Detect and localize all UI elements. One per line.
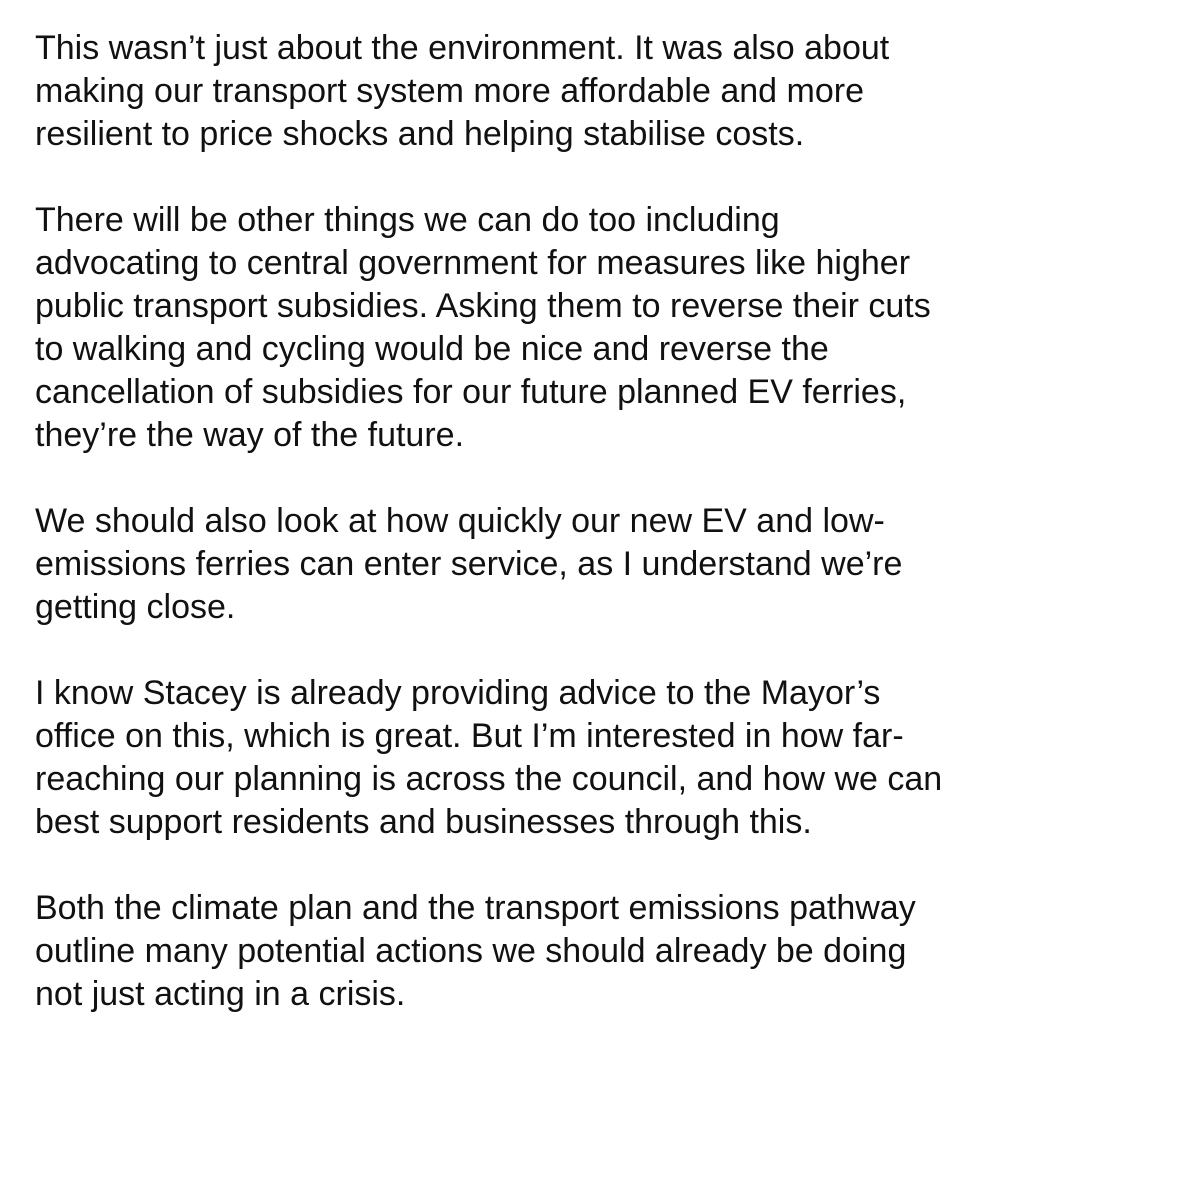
text-line: cancellation of subsidies for our future planned EV ferries, bbox=[35, 373, 907, 411]
text-line: not just acting in a crisis. bbox=[35, 975, 406, 1013]
text-line: We should also look at how quickly our new EV and low- bbox=[35, 502, 885, 540]
text-line: they’re the way of the future. bbox=[35, 416, 465, 454]
text-line: reaching our planning is across the council, and how we can bbox=[35, 760, 943, 798]
text-line: to walking and cycling would be nice and reverse the bbox=[35, 330, 829, 368]
text-line: outline many potential actions we should already be doing bbox=[35, 932, 907, 970]
paragraph bbox=[35, 199, 1176, 457]
text-line: public transport subsidies. Asking them to reverse their cuts bbox=[35, 287, 931, 325]
paragraph bbox=[35, 27, 1176, 156]
text-line: emissions ferries can enter service, as I understand we’re bbox=[35, 545, 903, 583]
text-line: Both the climate plan and the transport emissions pathway bbox=[35, 889, 916, 927]
text-line: I know Stacey is already providing advice to the Mayor’s bbox=[35, 674, 881, 712]
text-line: There will be other things we can do too including bbox=[35, 201, 780, 239]
paragraph bbox=[35, 672, 1176, 844]
text-line: resilient to price shocks and helping stabilise costs. bbox=[35, 115, 805, 153]
text-line: advocating to central government for measures like higher bbox=[35, 244, 911, 282]
paragraph bbox=[35, 887, 1176, 1016]
text-line: This wasn’t just about the environment. It was also about bbox=[35, 29, 890, 67]
text-line: getting close. bbox=[35, 588, 236, 626]
paragraph bbox=[35, 500, 1176, 629]
text-line: making our transport system more affordable and more bbox=[35, 72, 864, 110]
text-line: office on this, which is great. But I’m interested in how far- bbox=[35, 717, 904, 755]
text-line: best support residents and businesses through this. bbox=[35, 803, 812, 841]
